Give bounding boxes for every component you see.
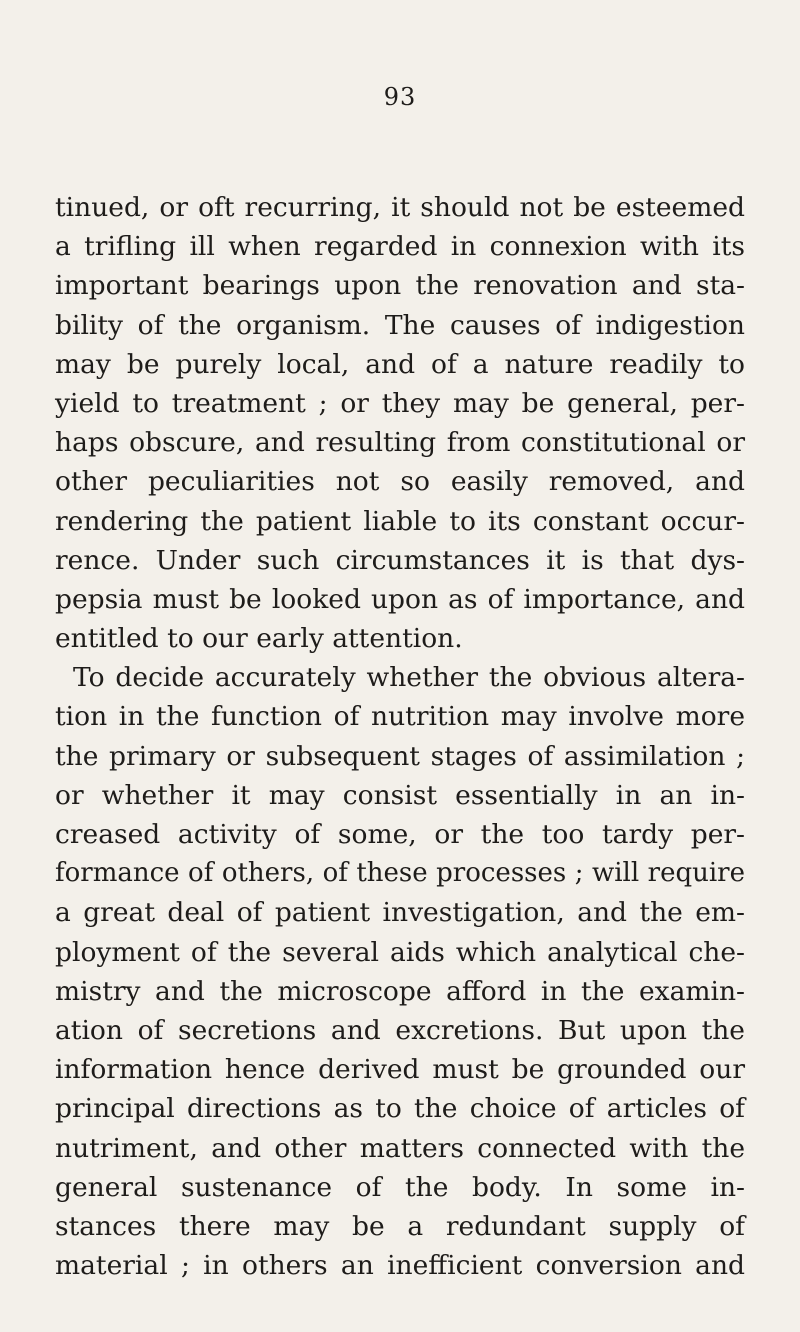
text-line: tion in the function of nutrition may involve more bbox=[55, 701, 745, 733]
text-line: may be purely local, and of a nature readily to bbox=[55, 348, 745, 380]
paragraph-end-line: entitled to our early attention. bbox=[55, 623, 463, 655]
text-line: tinued, or oft recurring, it should not be esteemed bbox=[55, 192, 745, 223]
text-line: haps obscure, and resulting from constitutional or bbox=[55, 427, 745, 459]
text-line: rendering the patient liable to its constant occur- bbox=[55, 505, 745, 537]
text-line: mistry and the microscope afford in the examin- bbox=[55, 975, 745, 1007]
text-line: general sustenance of the body. In some in- bbox=[55, 1171, 745, 1203]
text-line: bility of the organism. The causes of indigestion bbox=[55, 309, 745, 341]
page-number: 93 bbox=[383, 83, 417, 111]
text-line: a trifling ill when regarded in connexion with its bbox=[55, 231, 745, 263]
text-line: a great deal of patient investigation, and the em- bbox=[55, 897, 745, 929]
body-text bbox=[55, 188, 745, 1285]
text-line: pepsia must be looked upon as of importance, and bbox=[55, 583, 745, 615]
text-line: yield to treatment ; or they may be general, per- bbox=[55, 387, 745, 419]
paragraph-start-line: To decide accurately whether the obvious altera- bbox=[73, 662, 745, 694]
text-line: nutriment, and other matters connected with the bbox=[55, 1132, 745, 1164]
text-line: other peculiarities not so easily removed, and bbox=[55, 466, 745, 498]
text-line: creased activity of some, or the too tardy per- bbox=[55, 819, 745, 850]
text-line: stances there may be a redundant supply of bbox=[55, 1210, 745, 1242]
text-line: formance of others, of these processes ; will require bbox=[55, 858, 745, 889]
text-line: material ; in others an inefficient conversion and bbox=[55, 1250, 745, 1282]
text-line: principal directions as to the choice of articles of bbox=[55, 1093, 745, 1125]
text-line: rence. Under such circumstances it is that dys- bbox=[55, 544, 745, 576]
text-line: ation of secretions and excretions. But upon the bbox=[55, 1014, 745, 1046]
text-line: the primary or subsequent stages of assimilation ; bbox=[55, 740, 745, 772]
text-line: important bearings upon the renovation and sta- bbox=[55, 270, 745, 302]
text-line: information hence derived must be grounded our bbox=[55, 1054, 745, 1086]
text-line: ployment of the several aids which analytical che- bbox=[55, 936, 745, 968]
text-line: or whether it may consist essentially in an in- bbox=[55, 779, 745, 811]
